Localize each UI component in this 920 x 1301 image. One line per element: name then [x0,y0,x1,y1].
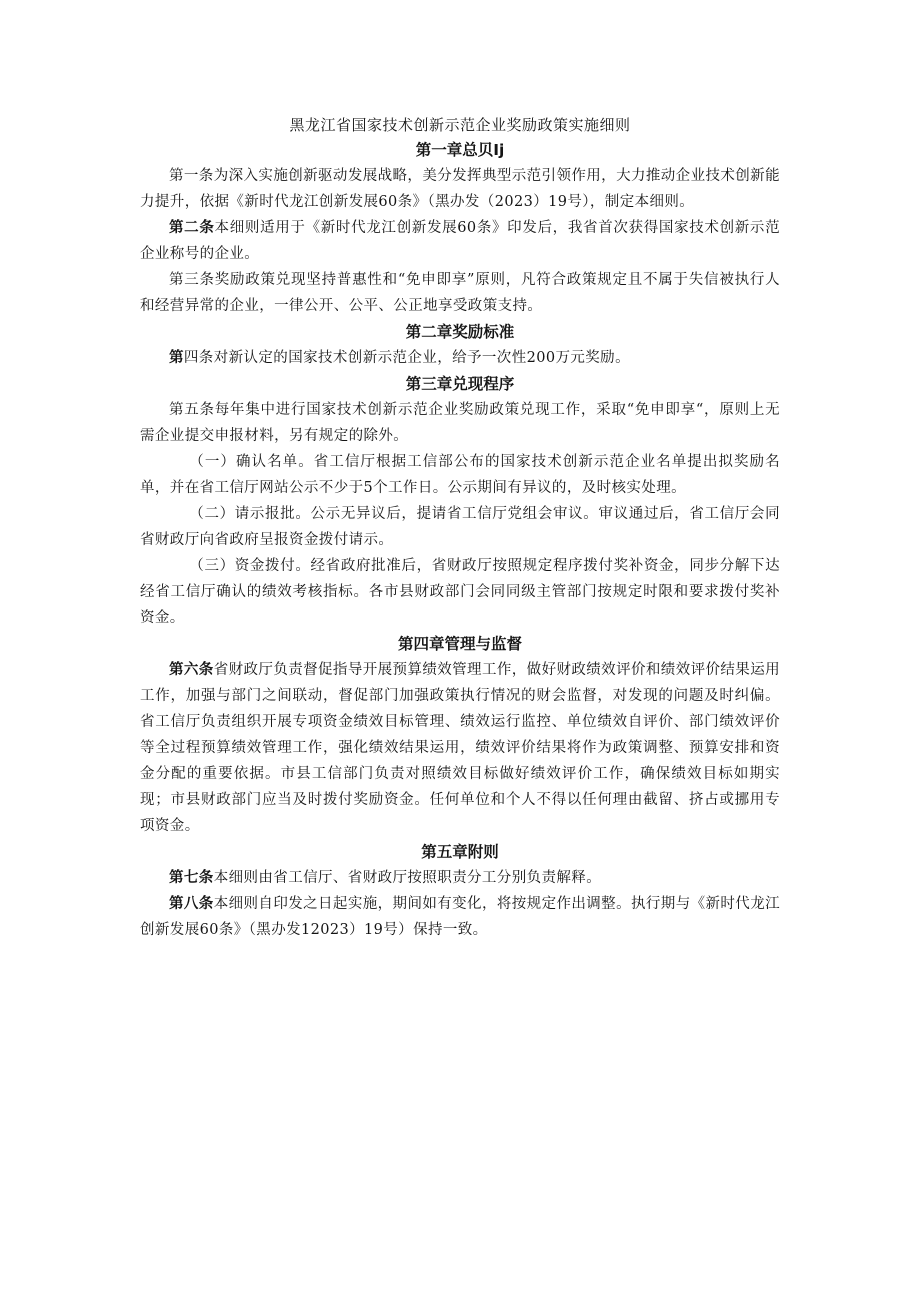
article-8 [140,891,780,943]
article-text: 本细则由省工信厅、省财政厅按照职责分工分别负责解释。 [213,870,602,886]
article-7 [140,865,780,891]
chapter-heading: 第五章附则 [421,843,499,861]
article-lead: 第六条 [169,662,214,678]
chapter-3 [140,371,780,631]
chapter-heading: 第三章兑现程序 [405,375,515,393]
article-lead: 第 [169,350,184,366]
article-text: （二）请示报批。公示无异议后，提请省工信厅党组会审议。审议通过后，省工信厅会同省财政厅向省政府呈报资金拨付请示。 [140,506,780,548]
document-page [140,113,780,943]
article-lead: 第八条 [169,896,214,912]
article-5 [140,397,780,449]
procedure-item-1 [140,449,780,501]
chapter-4 [140,631,780,839]
chapter-1 [140,137,780,319]
procedure-item-3 [140,553,780,631]
chapter-heading: 第四章管理与监督 [397,635,522,653]
article-lead: 第二条 [169,220,215,236]
article-1 [140,163,780,215]
article-text: 第三条奖励政策兑现坚持普惠性和“免申即享”原则，凡符合政策规定且不属于失信被执行人和经营异常的企业，一律公开、公平、公正地享受政策支持。 [140,272,780,314]
chapter-5 [140,839,780,943]
chapter-2 [140,319,780,371]
article-6 [140,657,780,839]
procedure-item-2 [140,501,780,553]
article-text: （一）确认名单。省工信厅根据工信部公布的国家技术创新示范企业名单提出拟奖励名单，并在省工信厅网站公示不少于5个工作日。公示期间有异议的，及时核实处理。 [140,454,780,496]
article-text: 第五条每年集中进行国家技术创新示范企业奖励政策兑现工作，采取“免申即享“，原则上无需企业提交申报材料，另有规定的除外。 [140,402,780,444]
chapter-heading: 第一章总贝Ij [415,141,505,159]
article-text: 本细则适用于《新时代龙江创新发展60条》印发后，我省首次获得国家技术创新示范企业称号的企业。 [140,220,781,262]
article-3 [140,267,780,319]
article-lead: 第七条 [169,870,214,886]
article-text: 本细则自印发之日起实施，期间如有变化，将按规定作出调整。执行期与《新时代龙江创新发展60条》（黑办发12023）19号）保持一致。 [140,896,781,938]
article-text: 四条对新认定的国家技术创新示范企业，给予一次性200万元奖励。 [183,350,630,366]
article-2 [140,215,780,267]
article-4 [140,345,780,371]
article-text: 省财政厅负责督促指导开展预算绩效管理工作，做好财政绩效评价和绩效评价结果运用工作，加强与部门之间联动，督促部门加强政策执行情况的财会监督，对发现的问题及时纠偏。省工信厅负责组织开展专项资金绩效目标管理、绩效运行监控、单位绩效自评价、部门绩效评价等全过程预算绩效管理工作，强化绩效结果运用，绩效评价结果将作为政策调整、预算安排和资金分配的重要依据。市县工信部门负责对照绩效目标做好绩效评价工作，确保绩效目标如期实现；市县财政部门应当及时拨付奖励资金。任何单位和个人不得以任何理由截留、挤占或挪用专项资金。 [140,662,781,834]
article-text: （三）资金拨付。经省政府批准后，省财政厅按照规定程序拨付奖补资金，同步分解下达经省工信厅确认的绩效考核指标。各市县财政部门会同同级主管部门按规定时限和要求拨付奖补资金。 [140,558,780,626]
document-title: 黑龙江省国家技术创新示范企业奖励政策实施细则 [289,116,631,134]
article-text: 第一条为深入实施创新驱动发展战略，美分发挥典型示范引领作用，大力推动企业技术创新能力提升，依据《新时代龙江创新发展60条》（黑办发（2023）19号），制定本细则。 [140,168,780,210]
chapter-heading: 第二章奖励标准 [405,323,515,341]
